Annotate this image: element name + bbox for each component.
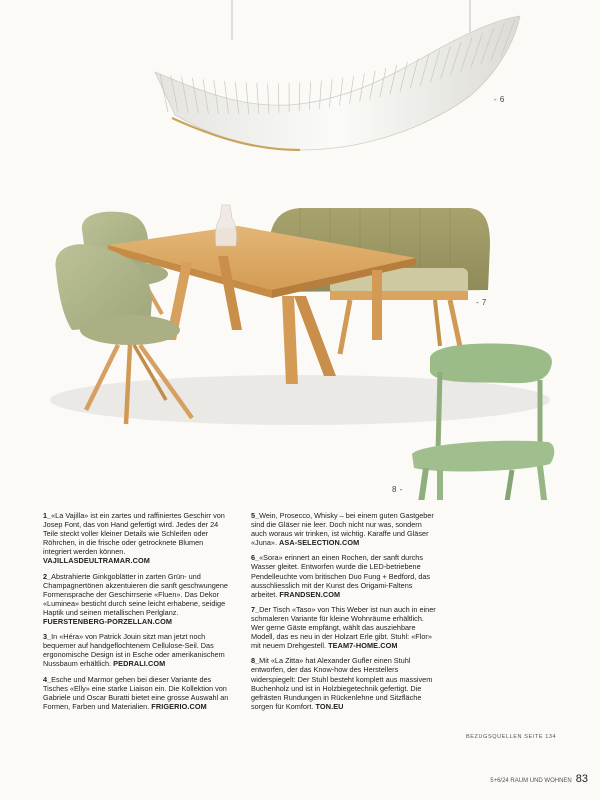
entry-number: 1_ [43, 511, 52, 520]
entry-number: 8_ [251, 656, 260, 666]
text-column-middle [251, 511, 439, 717]
sora-pendant-lamp [155, 0, 520, 150]
entry-url: FRIGERIO.COM [151, 701, 207, 711]
entry-number: 5_ [251, 511, 260, 520]
callout-lamp-number: 6 [499, 95, 505, 104]
callout-bench-number: 7 [481, 298, 487, 307]
entry-text: In «Héra» von Patrick Jouin sitzt man jetzt noch bequemer auf handgeflochtenem Cellulose-Seil. Das ergonomische Design ist in Esche oder amerikanischem Nussbaum erhältlich. [43, 632, 225, 669]
entry-1 [43, 511, 231, 566]
callout-lamp [494, 95, 505, 104]
callout-bench-dash: - [476, 298, 482, 307]
entry-text: Mit «La Zitta» hat Alexander Gufler einen Stuhl entworfen, der das Know-how des Herstellers widerspiegelt: Der Stuhl besteht komplett aus massivem Buchenholz und ist in Holzbiegetechnik gefertigt. Die gefrästen Rundungen in Rückenlehne und Sitzfläche sorgen für Komfort. [251, 656, 433, 711]
entry-number: 4_ [43, 674, 52, 684]
entry-url: VAJILLASDEULTRAMAR.COM [43, 556, 150, 566]
sources-reference: BEZUGSQUELLEN SEITE 134 [466, 734, 557, 740]
entry-number: 3_ [43, 632, 52, 642]
page-number: 83 [575, 773, 588, 785]
entry-url: TON.EU [315, 701, 344, 711]
entry-url: TEAM7-HOME.COM [328, 641, 398, 651]
callout-chair [392, 485, 403, 494]
entry-number: 2_ [43, 571, 52, 581]
callout-chair-number: 8 [392, 485, 397, 494]
callout-lamp-dash: - [494, 95, 500, 104]
entry-number: 7_ [251, 604, 260, 614]
entry-url: FUERSTENBERG-PORZELLAN.COM [43, 617, 173, 627]
issue-label: 5+6/24 RAUM UND WOHNEN [490, 778, 572, 784]
entry-2 [43, 572, 231, 627]
entry-text: Der Tisch «Taso» von This Weber ist nun auch in einer schmaleren Variante für kleine Wohnräume erhältlich. Wer gerne Gäste empfängt, wählt das ausziehbare Modell, das es neu in der Holzart Erle gibt. Stuhl: «Flor» mit neuem Drehgestell. [251, 604, 436, 651]
entry-text: Esche und Marmor gehen bei dieser Variante des Tisches «Elly» eine starke Liaison ein. Die Kollektion von Gabriele und Oscar Buratti bietet eine grosse Auswahl an Formen, Farben und Materialien. [43, 674, 229, 711]
entry-5 [251, 511, 439, 547]
taso-dining-table [108, 226, 416, 384]
page-footer [490, 773, 588, 785]
entry-text: Wein, Prosecco, Whisky – bei einem guten Gastgeber sind die Gläser nie leer. Doch nicht nur was, sondern auch woraus wir trinken, ist wichtig. Karaffe und Gläser «Juna». [251, 511, 434, 548]
entry-url: FRANDSEN.COM [279, 589, 341, 599]
entry-number: 6_ [251, 553, 260, 563]
entry-text: «Sora» erinnert an einen Rochen, der sanft durchs Wasser gleitet. Entworfen wurde die LED-betriebene Pendelleuchte vom britischen Duo Fung + Bedford, das ausschliesslich mit der Kunst des Origami-Faltens arbeitet. [251, 553, 431, 599]
entry-7 [251, 605, 439, 650]
text-column-left [43, 511, 231, 717]
entry-3 [43, 632, 231, 668]
juna-carafe [215, 205, 237, 246]
entry-6 [251, 553, 439, 598]
entry-text: «La Vajilla» ist ein zartes und raffiniertes Geschirr von Josep Font, das von Hand gefertigt wird. Jedes der 24 Teile steckt voller kleiner Details wie Schleifen oder Röhrchen, in die frische oder getrocknete Blumen integriert werden können. [43, 511, 225, 557]
entry-4 [43, 675, 231, 711]
entry-8 [251, 656, 439, 711]
entry-text: Abstrahierte Ginkgoblätter in zarten Grün- und Champagnertönen akzentuieren die sanft geschwungene Formensprache der Geschirrserie «Fluen». Das Dekor «Luminea» besticht durch seine leicht erhabene, seidige Haptik und seinen metallischen Perlglanz. [43, 571, 228, 617]
entry-url: ASA-SELECTION.COM [279, 538, 360, 548]
callout-chair-dash: - [396, 485, 403, 494]
la-zitta-chair [410, 344, 556, 500]
entry-url: PEDRALI.COM [113, 659, 166, 669]
callout-bench [476, 298, 487, 307]
